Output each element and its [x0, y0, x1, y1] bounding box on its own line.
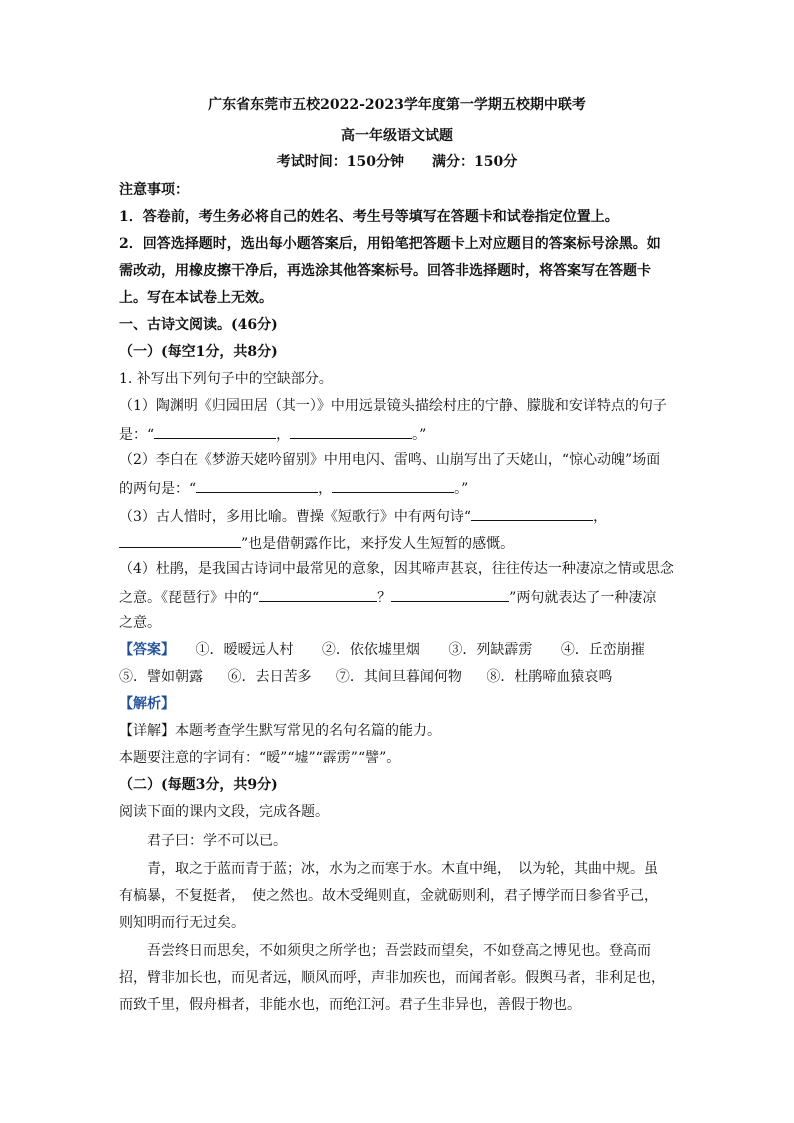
part-1-heading: （一）(每空1分，共8分) — [119, 344, 278, 360]
notice-item-2-line-2: 需改动，用橡皮擦干净后，再选涂其他答案标号。回答非选择题时，将答案写在答题卡 — [119, 263, 651, 279]
answer-blank[interactable] — [119, 532, 241, 548]
answer-label: 【答案】 — [119, 642, 175, 658]
text: 。” — [454, 481, 469, 497]
notice-item-1: 1．答卷前，考生务必将自己的姓名、考生号等填写在答题卡和试卷指定位置上。 — [119, 209, 619, 225]
answer-blank[interactable] — [332, 477, 454, 493]
part-2-heading: （二）(每题3分，共9分) — [119, 777, 278, 793]
text: ， — [318, 481, 333, 497]
question-1-2-line-1: （2）李白在《梦游天姥吟留别》中用电闪、雷鸣、山崩写出了天姥山，“惊心动魄”场面 — [119, 452, 661, 468]
question-1: 1. 补写出下列句子中的空缺部分。 — [119, 371, 333, 387]
analysis-label: 【解析】 — [119, 696, 175, 712]
text: ”两句就表达了一种凄凉 — [509, 590, 657, 606]
detail-line-2: 本题要注意的字词有：“暧”“墟”“霹雳”“譬”。 — [119, 750, 401, 766]
section-1-heading: 一、古诗文阅读。(46分) — [119, 317, 278, 333]
answer-row-2 — [119, 667, 612, 687]
exam-title: 广东省东莞市五校2022-2023学年度第一学期五校期中联考 — [208, 97, 586, 113]
text: ， — [593, 509, 608, 525]
question-1-4-line-1: （4）杜鹃，是我国古诗词中最常见的意象，因其啼声甚哀，往往传达一种凄凉之情或思念 — [119, 561, 674, 577]
answer-blank[interactable] — [259, 586, 377, 602]
passage-paragraph-2-line-3: 则知明而行无过矣。 — [119, 915, 245, 931]
passage-paragraph-1: 君子曰：学不可以已。 — [147, 833, 287, 849]
text: 之意。《琵琶行》中的“ — [119, 590, 260, 606]
answer-item: ⑥．去日苦多 — [227, 669, 312, 685]
answer-blank[interactable] — [471, 505, 593, 521]
text: （3）古人惜时，多用比喻。曹操《短歌行》中有两句诗“ — [119, 509, 472, 525]
detail-line-1: 【详解】本题考查学生默写常见的名句名篇的能力。 — [119, 723, 441, 739]
question-1-3-line-1 — [119, 505, 607, 527]
question-1-4-line-2 — [119, 586, 656, 608]
text: 的两句是：“ — [119, 481, 197, 497]
question-1-1-line-2 — [119, 423, 426, 445]
text: ？ — [377, 590, 392, 606]
notice-item-2-line-1: 2．回答选择题时，选出每小题答案后，用铅笔把答题卡上对应题目的答案标号涂黑。如 — [119, 236, 661, 252]
question-1-1-line-1: （1）陶渊明《归园田居（其一）》中用远景镜头描绘村庄的宁静、朦胧和安详特点的句子 — [119, 398, 667, 414]
text: 是：“ — [119, 427, 155, 443]
answer-blank[interactable] — [391, 586, 509, 602]
answer-item: ②．依依墟里烟 — [321, 642, 420, 658]
answer-item: ①．暧暧远人村 — [195, 642, 294, 658]
answer-row-1 — [119, 640, 645, 660]
exam-subtitle: 高一年级语文试题 — [341, 128, 453, 144]
part-2-intro: 阅读下面的课内文段，完成各题。 — [119, 804, 329, 820]
question-1-3-line-2 — [119, 532, 514, 554]
exam-info: 考试时间：150分钟 满分：150分 — [276, 154, 518, 170]
answer-item: ⑧．杜鹃啼血猿哀鸣 — [486, 669, 613, 685]
answer-blank[interactable] — [154, 423, 276, 439]
passage-paragraph-3-line-3: 而致千里，假舟楫者，非能水也，而绝江河。君子生非异也，善假于物也。 — [119, 997, 581, 1013]
answer-item: ⑦．其间旦暮闻何物 — [335, 669, 462, 685]
passage-paragraph-2-line-2: 有槁暴，不复挺者， 使之然也。故木受绳则直，金就砺则利，君子博学而日参省乎己， — [119, 888, 658, 904]
passage-paragraph-2-line-1: 青，取之于蓝而青于蓝；冰，水为之而寒于水。木直中绳， 以为轮，其曲中规。虽 — [147, 861, 658, 877]
question-1-2-line-2 — [119, 477, 468, 499]
text: ”也是借朝露作比，来抒发人生短暂的感慨。 — [241, 536, 515, 552]
answer-item: ④．丘峦崩摧 — [560, 642, 645, 658]
notice-item-2-line-3: 上。写在本试卷上无效。 — [119, 290, 273, 306]
text: ， — [276, 427, 291, 443]
question-1-4-line-3: 之意。 — [119, 615, 161, 631]
answer-item: ⑤．譬如朝露 — [119, 669, 203, 685]
notice-heading: 注意事项： — [119, 182, 189, 198]
answer-blank[interactable] — [290, 423, 412, 439]
text: 。” — [412, 427, 427, 443]
answer-item: ③．列缺霹雳 — [448, 642, 533, 658]
answer-blank[interactable] — [196, 477, 318, 493]
passage-paragraph-3-line-2: 招，臂非加长也，而见者远，顺风而呼，声非加疾也，而闻者彰。假舆马者，非利足也， — [119, 970, 665, 986]
passage-paragraph-3-line-1: 吾尝终日而思矣，不如须臾之所学也；吾尝跂而望矣，不如登高之博见也。登高而 — [147, 943, 651, 959]
